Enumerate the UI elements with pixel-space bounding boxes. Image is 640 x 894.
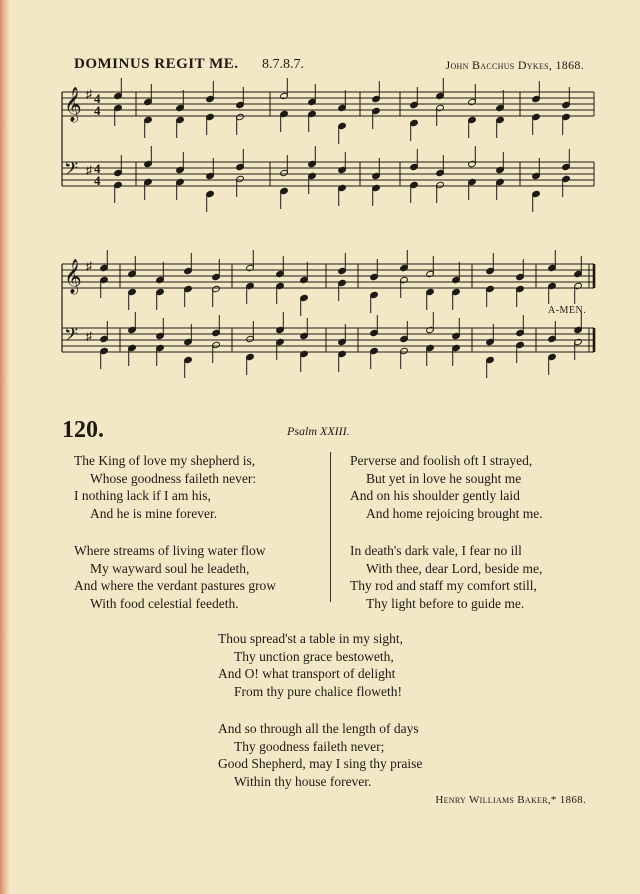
stanza-line: In death's dark vale, I fear no ill: [350, 543, 522, 558]
psalm-source: Psalm XXIII.: [287, 424, 350, 438]
treble-clef: 𝄞: [64, 87, 82, 122]
stanza-2: [74, 542, 276, 612]
key-signature-sharp: ♯: [86, 259, 92, 273]
stanza-line: Where streams of living water flow: [74, 543, 266, 558]
stanza-line: My wayward soul he leadeth,: [90, 560, 250, 576]
stanza-line: Thou spread'st a table in my sight,: [218, 631, 404, 646]
meter: 8.7.8.7.: [262, 57, 304, 72]
treble-clef: 𝄞: [64, 259, 82, 294]
stanza-line: Good Shepherd, may I sing thy praise: [218, 756, 423, 771]
stanza-line: And so through all the length of days: [218, 721, 419, 736]
music-score: [0, 0, 640, 400]
composer: John Bacchus Dykes, 1868.: [445, 58, 584, 72]
bass-clef: 𝄢: [64, 325, 79, 350]
stanza-line: Perverse and foolish oft I strayed,: [350, 453, 533, 468]
bass-clef: 𝄢: [64, 159, 79, 184]
stanza-line: Within thy house forever.: [234, 773, 372, 789]
stanza-line: With thee, dear Lord, beside me,: [366, 560, 543, 576]
stanza-line: And he is mine forever.: [90, 505, 218, 521]
stanza-line: From thy pure chalice floweth!: [234, 683, 402, 699]
time-signature: 4: [94, 173, 101, 188]
stanza-line: Thy light before to guide me.: [366, 595, 525, 611]
stanza-line: Thy rod and staff my comfort still,: [350, 578, 537, 593]
stanza-line: I nothing lack if I am his,: [74, 488, 211, 503]
stanza-line: Thy unction grace bestoweth,: [234, 648, 394, 664]
stanza-line: With food celestial feedeth.: [90, 595, 239, 611]
stanza-3: [350, 452, 543, 522]
stanza-line: But yet in love he sought me: [366, 470, 522, 486]
column-divider: [330, 452, 331, 602]
stanza-5: [218, 630, 403, 700]
stanza-line: And on his shoulder gently laid: [350, 488, 520, 503]
stanza-line: And O! what transport of delight: [218, 666, 396, 681]
key-signature-sharp: ♯: [86, 87, 92, 101]
amen-label: A-MEN.: [548, 305, 587, 316]
tune-name: DOMINUS REGIT ME.: [74, 56, 239, 72]
key-signature-sharp: ♯: [86, 163, 92, 177]
hymn-author: Henry Williams Baker,* 1868.: [435, 794, 586, 806]
stanza-4: [350, 542, 542, 612]
time-signature: 4: [94, 103, 101, 118]
key-signature-sharp: ♯: [86, 329, 92, 343]
hymn-number: 120.: [62, 417, 104, 443]
time-signature: 4: [94, 91, 101, 106]
stanza-line: And home rejoicing brought me.: [366, 505, 543, 521]
stanza-line: Whose goodness faileth never:: [90, 470, 257, 486]
stanza-1: [74, 452, 256, 522]
stanza-line: Thy goodness faileth never;: [234, 738, 385, 754]
stanza-6: [218, 720, 422, 790]
stanza-line: And where the verdant pastures grow: [74, 578, 277, 593]
stanza-line: The King of love my shepherd is,: [74, 453, 256, 468]
time-signature: 4: [94, 161, 101, 176]
